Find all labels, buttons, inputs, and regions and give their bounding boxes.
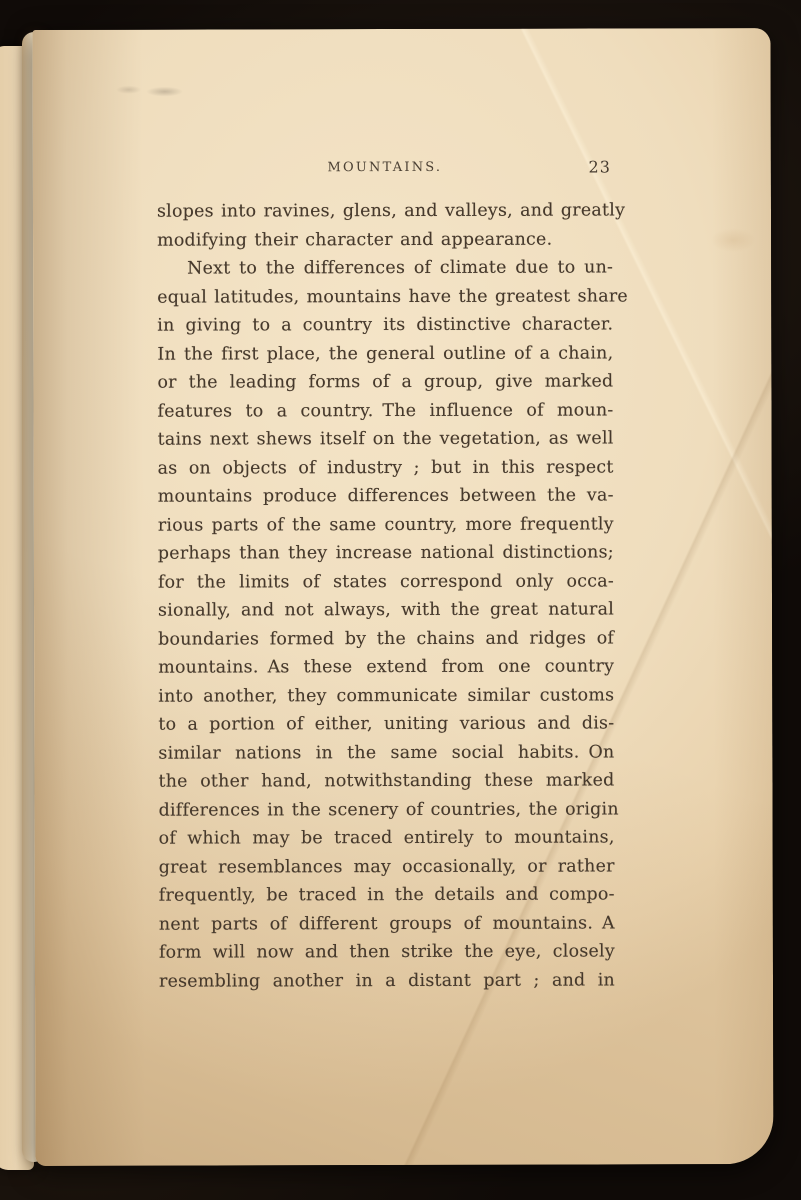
text-line: perhaps than they increase national distinctions; <box>157 542 614 564</box>
text-line: of which may be traced entirely to mountains, <box>158 827 615 849</box>
text-line: differences in the scenery of countries, the origin <box>158 798 619 821</box>
text-line: Next to the differences of climate due to un- <box>187 257 614 279</box>
text-line: tains next shews itself on the vegetation, as well <box>157 428 614 450</box>
text-line: slopes into ravines, glens, and valleys, and greatly <box>156 200 626 222</box>
text-line: features to a country. The influence of moun- <box>157 399 614 422</box>
header-title: MOUNTAINS. <box>327 159 443 176</box>
text-line: modifying their character and appearance. <box>157 229 553 251</box>
text-line: great resemblances may occasionally, or rather <box>158 855 615 878</box>
text-line: boundaries formed by the chains and ridges of <box>158 627 615 650</box>
text-line: sionally, and not always, with the great natural <box>158 599 615 621</box>
text-line: into another, they communicate similar customs <box>158 684 615 707</box>
text-line: mountains. As these extend from one country <box>158 656 615 678</box>
text-line: frequently, be traced in the details and compo- <box>158 884 615 906</box>
text-line: as on objects of industry ; but in this respect <box>157 456 614 479</box>
text-line: in giving to a country its distinctive character. <box>157 314 614 336</box>
text-line: nent parts of different groups of mountains. A <box>158 912 615 935</box>
text-line: rious parts of the same country, more frequently <box>157 513 614 536</box>
book-page <box>33 28 774 1166</box>
text-line: equal latitudes, mountains have the greatest share <box>157 285 628 308</box>
text-line: mountains produce differences between the va- <box>157 485 614 507</box>
text-line: resembling another in a distant part ; and in <box>158 969 616 992</box>
text-line: In the first place, the general outline of a chain, <box>157 342 614 365</box>
page-number: 23 <box>588 157 611 177</box>
text-block <box>156 196 628 995</box>
text-line: similar nations in the same social habits. On <box>158 741 615 764</box>
text-line: or the leading forms of a group, give marked <box>157 371 614 393</box>
text-line: to a portion of either, uniting various and dis- <box>158 713 615 735</box>
text-line: for the limits of states correspond only occa- <box>157 570 614 593</box>
text-line: form will now and then strike the eye, closely <box>158 941 615 963</box>
running-header <box>157 159 613 182</box>
text-line: the other hand, notwithstanding these marked <box>158 770 615 792</box>
